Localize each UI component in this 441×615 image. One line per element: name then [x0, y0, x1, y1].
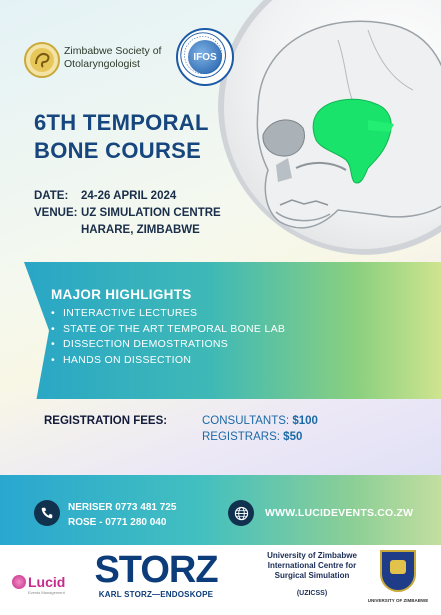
skull-with-temporal-bone-image: [218, 0, 441, 255]
venue-label: VENUE:: [34, 207, 78, 219]
course-title-line2: BONE COURSE: [34, 138, 202, 163]
fee-consultants-label: CONSULTANTS:: [202, 415, 290, 427]
highlight-item: • DISSECTION DEMOSTRATIONS: [51, 337, 285, 353]
website-link[interactable]: WWW.LUCIDEVENTS.CO.ZW: [265, 507, 414, 519]
storz-wordmark: STORZ: [94, 549, 218, 591]
highlight-item: • HANDS ON DISSECTION: [51, 353, 285, 369]
highlights-title: MAJOR HIGHLIGHTS: [51, 287, 192, 302]
phone-rose[interactable]: ROSE - 0771 280 040: [68, 517, 167, 528]
fee-consultants-value: $100: [292, 415, 318, 427]
zso-emblem-icon: [26, 44, 58, 76]
fee-registrars: [202, 429, 318, 445]
ifos-globe: IFOS: [188, 40, 222, 74]
skull-illustration: [218, 0, 441, 255]
venue-row: [34, 206, 221, 221]
date-value: 24-26 APRIL 2024: [81, 190, 177, 202]
ifos-logo: [176, 28, 234, 86]
storz-logo: [93, 550, 219, 599]
uzicss-name: University of Zimbabwe International Centre for Surgical Simulation: [267, 551, 357, 580]
ifos-ring-icon: [178, 30, 232, 84]
lucid-logo: [12, 574, 65, 590]
fee-registrars-label: REGISTRARS:: [202, 431, 280, 443]
zso-logo: [24, 42, 60, 78]
date-label: DATE:: [34, 190, 69, 202]
globe-icon: [228, 500, 254, 526]
highlight-item: • STATE OF THE ART TEMPORAL BONE LAB: [51, 322, 285, 338]
phone-neriser[interactable]: NERISER 0773 481 725: [68, 502, 177, 513]
phone-icon: [34, 500, 60, 526]
venue-line2: HARARE, ZIMBABWE: [81, 224, 200, 236]
phone-numbers: [68, 500, 176, 530]
course-title-line1: 6TH TEMPORAL: [34, 110, 209, 135]
venue-line1: UZ SIMULATION CENTRE: [81, 207, 221, 219]
lucid-flower-icon: [12, 575, 26, 589]
zso-name: Zimbabwe Society of Otolaryngologist: [64, 45, 162, 70]
uz-crest-icon: [380, 550, 416, 592]
date-row: [34, 189, 221, 204]
fee-consultants: [202, 413, 318, 429]
lucid-tagline: Events Management: [28, 590, 65, 595]
storz-subline: KARL STORZ—ENDOSKOPE: [98, 590, 214, 599]
highlight-item: • INTERACTIVE LECTURES: [51, 306, 285, 322]
venue-row-2: [34, 223, 221, 238]
event-details: [34, 189, 221, 238]
course-title: [34, 109, 209, 165]
fee-registrars-value: $50: [283, 431, 303, 443]
uzicss-abbr: (UZICSS): [296, 590, 328, 597]
fees-label: REGISTRATION FEES:: [44, 415, 168, 427]
highlights-list: [51, 306, 285, 368]
sponsor-footer: [0, 545, 441, 615]
lucid-wordmark: Lucid: [28, 574, 66, 590]
uz-crest-label: UNIVERSITY OF ZIMBABWE: [367, 598, 429, 603]
fees-list: [202, 413, 318, 445]
